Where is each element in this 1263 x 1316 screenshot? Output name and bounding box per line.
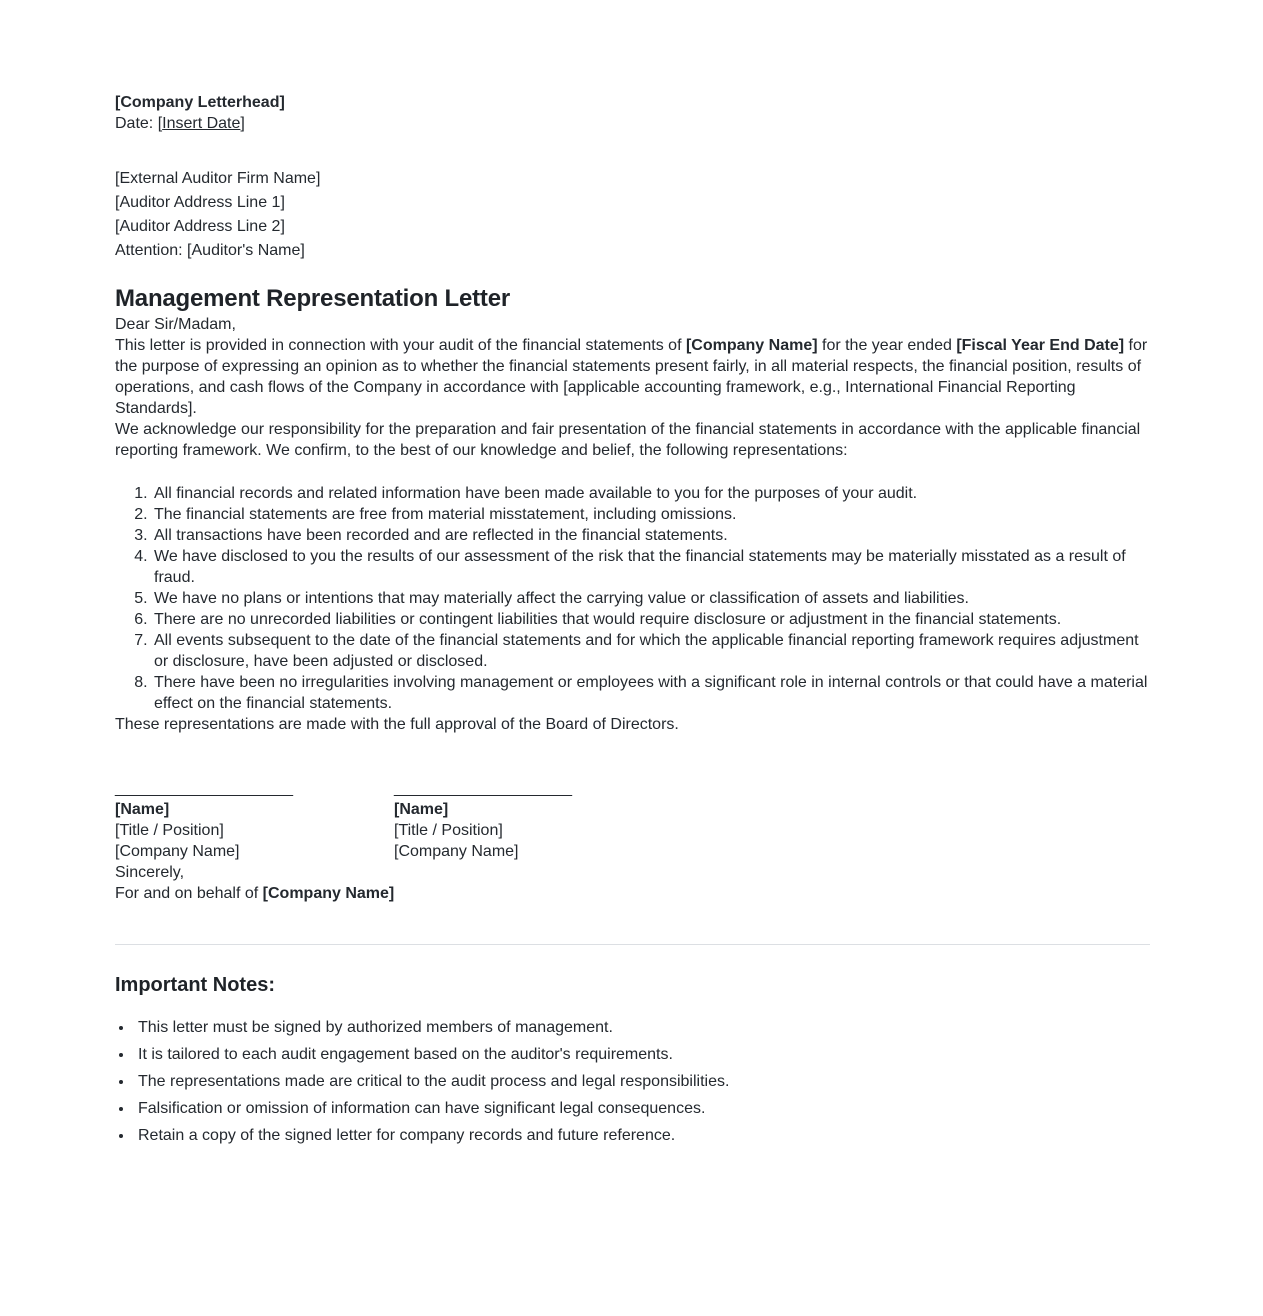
- section-divider: [115, 944, 1150, 945]
- letterhead-block: [115, 92, 1150, 134]
- note-item-4: • Falsification or omission of information can have significant legal consequences.: [134, 1098, 1150, 1119]
- auditor-address-line-2: [Auditor Address Line 2]: [115, 218, 285, 235]
- attention-line: Attention: [Auditor's Name]: [115, 242, 305, 259]
- responsibility-paragraph: We acknowledge our responsibility for the preparation and fair presentation of the financial statements in accordance with the applicable financial reporting framework. We confirm, to the best of our knowledge and belief, the following representations:: [115, 421, 1141, 459]
- document-title: Management Representation Letter: [115, 285, 511, 312]
- note-item-5: • Retain a copy of the signed letter for company records and future reference.: [134, 1125, 1150, 1146]
- behalf-text: For and on behalf of: [115, 885, 263, 902]
- representation-item-4: 4. We have disclosed to you the results of our assessment of the risk that the financial statements may be materially misstated as a result of fraud.: [152, 546, 1150, 588]
- auditor-address-line-1: [Auditor Address Line 1]: [115, 194, 285, 211]
- signatory-name: [Name]: [115, 801, 170, 818]
- signatory-company: [Company Name]: [394, 843, 519, 860]
- behalf-company-placeholder: [Company Name]: [262, 885, 395, 902]
- signature-block-left: [115, 778, 394, 862]
- fiscal-year-end-placeholder: [Fiscal Year End Date]: [956, 337, 1125, 354]
- approval-statement: These representations are made with the full approval of the Board of Directors.: [115, 716, 679, 733]
- important-notes-list: [115, 1017, 1150, 1146]
- representation-item-2: 2. The financial statements are free from material misstatement, including omissions.: [152, 504, 1150, 525]
- signature-section: [115, 778, 1150, 862]
- insert-date-link[interactable]: Insert Date: [162, 115, 241, 132]
- representations-list: [115, 483, 1150, 714]
- recipient-address-block: [115, 167, 1150, 263]
- notes-heading: Important Notes:: [115, 974, 275, 996]
- representation-item-3: 3. All transactions have been recorded and are reflected in the financial statements.: [152, 525, 1150, 546]
- signatory-name: [Name]: [394, 801, 449, 818]
- note-item-3: • The representations made are critical to the audit process and legal responsibilities.: [134, 1071, 1150, 1092]
- note-item-1: • This letter must be signed by authorized members of management.: [134, 1017, 1150, 1038]
- company-name-placeholder: [Company Name]: [685, 337, 818, 354]
- auditor-firm-name: [External Auditor Firm Name]: [115, 170, 321, 187]
- representation-item-7: 7. All events subsequent to the date of the financial statements and for which the applicable financial reporting framework requires adjustment or disclosure, have been adjusted or disclosed.: [152, 630, 1150, 672]
- date-line: [115, 113, 1150, 134]
- behalf-line: [115, 883, 1150, 904]
- intro-text-1: This letter is provided in connection with your audit of the financial statements of: [115, 337, 686, 354]
- signatory-title: [Title / Position]: [115, 822, 224, 839]
- representation-item-8: 8. There have been no irregularities involving management or employees with a significant role in internal controls or that could have a material effect on the financial statements.: [152, 672, 1150, 714]
- signature-line: ____________________: [115, 780, 293, 797]
- signature-line: ____________________: [394, 780, 572, 797]
- date-prefix: Date: [: [115, 115, 163, 132]
- date-suffix: ]: [240, 115, 245, 132]
- representation-item-1: 1. All financial records and related information have been made available to you for the purposes of your audit.: [152, 483, 1150, 504]
- company-letterhead: [Company Letterhead]: [115, 94, 285, 111]
- signatory-title: [Title / Position]: [394, 822, 503, 839]
- intro-text-2: for the year ended: [817, 337, 957, 354]
- signatory-company: [Company Name]: [115, 843, 240, 860]
- note-item-2: • It is tailored to each audit engagement based on the auditor's requirements.: [134, 1044, 1150, 1065]
- salutation: Dear Sir/Madam,: [115, 316, 236, 333]
- representation-item-6: 6. There are no unrecorded liabilities or contingent liabilities that would require disclosure or adjustment in the financial statements.: [152, 609, 1150, 630]
- intro-text-3: for the purpose of expressing an opinion as to whether the financial statements present fairly, in all material respects, the financial position, results of operations, and cash flows of the Company in accordance with [applicable accounting framework, e.g., International Financial Reporting Standards].: [115, 337, 1148, 417]
- closing-salutation: Sincerely,: [115, 864, 185, 881]
- representation-item-5: 5. We have no plans or intentions that may materially affect the carrying value or classification of assets and liabilities.: [152, 588, 1150, 609]
- intro-paragraph: [115, 335, 1150, 419]
- signature-block-right: [394, 778, 673, 862]
